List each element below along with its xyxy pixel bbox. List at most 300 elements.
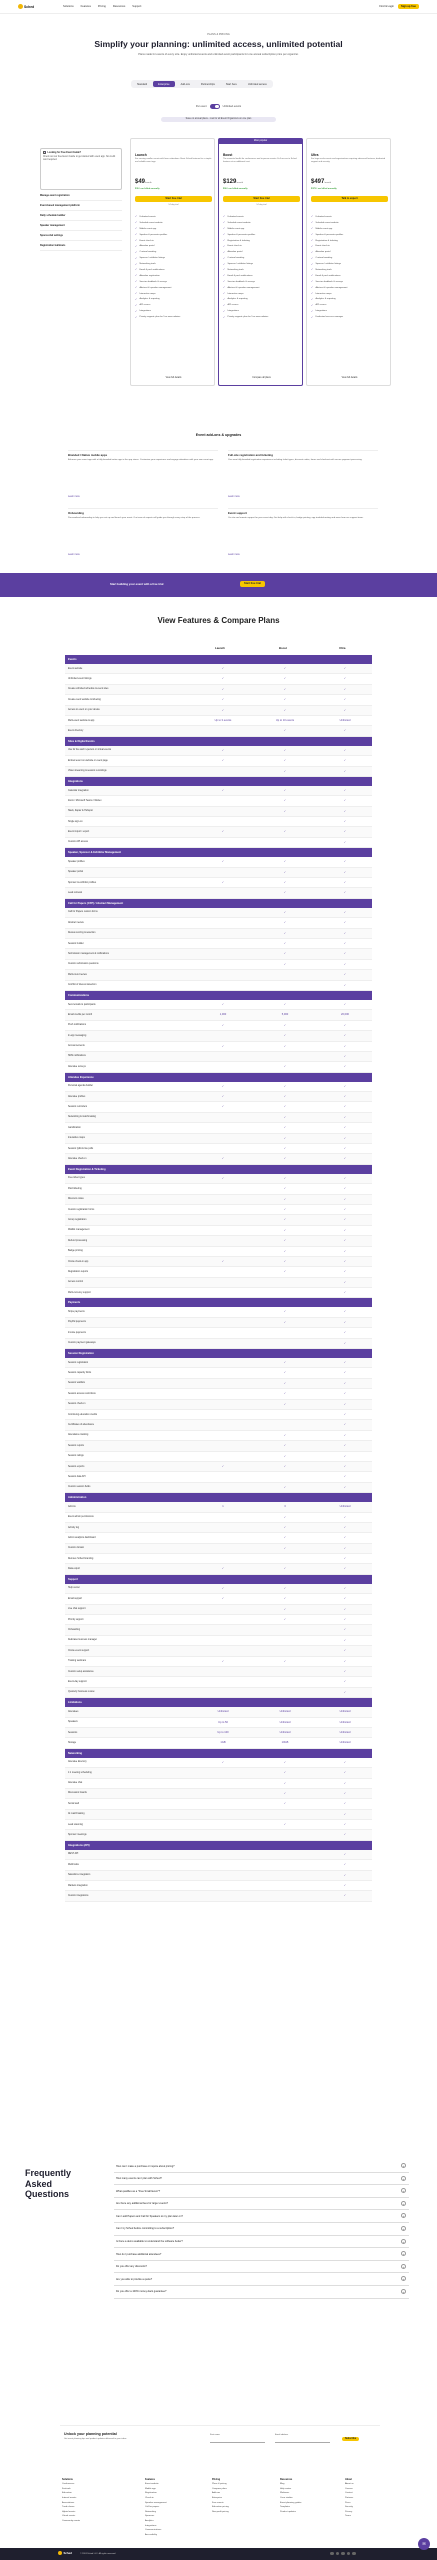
price-period: /month <box>145 182 152 184</box>
compare-cell: ✓ <box>283 1536 287 1540</box>
compare-row-label: Conflict of interest detection <box>68 984 97 987</box>
compare-row <box>65 1113 372 1123</box>
footer-link[interactable]: Internal events <box>62 2497 77 2500</box>
plus-icon[interactable]: + <box>402 2226 405 2231</box>
plan-detail-link[interactable]: Compare all plans <box>252 377 271 379</box>
compare-row <box>65 1513 372 1523</box>
faq-question: Can I try Sched before committing to a subscription? <box>116 2227 175 2231</box>
compare-row <box>65 1768 372 1778</box>
compare-cell: ✓ <box>343 708 347 712</box>
plus-icon[interactable]: + <box>402 2277 405 2282</box>
plan-desc: The essential toolkit for conferences and in-person events. Full access to Sched features at no additional cost. <box>223 158 297 163</box>
plus-icon[interactable]: + <box>402 2289 405 2294</box>
compare-cell: ✓ <box>283 1802 287 1806</box>
compare-cell: ✓ <box>283 891 287 895</box>
compare-cell: ✓ <box>221 1567 225 1571</box>
faq-item[interactable] <box>114 2248 409 2261</box>
compare-cell: Up to 10 events <box>275 718 295 722</box>
check-icon: ✓ <box>311 303 314 307</box>
compare-row <box>65 664 372 674</box>
faq-question: How can I make a purchase or inquire about pricing? <box>116 2164 175 2168</box>
compare-cell: ✓ <box>343 1176 347 1180</box>
footer-link[interactable]: Sponsors <box>145 2515 155 2518</box>
compare-cell: ✓ <box>221 1084 225 1088</box>
plan-desc: For large-scale events and organizations requiring advanced features, dedicated support and security. <box>311 158 386 163</box>
plus-icon[interactable]: + <box>402 2239 405 2244</box>
footer-link[interactable]: Education pricing <box>212 2506 229 2509</box>
left-feature-item[interactable]: Sponsor/ad settings <box>40 231 122 241</box>
compare-row <box>65 1174 372 1184</box>
plus-icon[interactable]: + <box>402 2176 405 2181</box>
compare-cell: ✓ <box>221 1597 225 1601</box>
compare-cell: ✓ <box>283 1259 287 1263</box>
footer-link[interactable]: Check-in <box>145 2497 154 2500</box>
tab-partnerships[interactable]: Partnerships <box>200 82 215 86</box>
plan-detail-link[interactable]: View full details <box>341 377 358 379</box>
plus-icon[interactable]: + <box>402 2264 405 2269</box>
nav-item-support[interactable]: Support <box>132 5 142 8</box>
plan-feature-label: Priority support: plan for 5 or more admins <box>227 316 269 319</box>
compare-cell: ✓ <box>343 667 347 670</box>
compare-row <box>65 1052 372 1062</box>
compare-row <box>65 1564 372 1574</box>
free-guide-header: Looking for Free Event Guide? <box>47 151 82 154</box>
compare-row-label: Sponsor & exhibitor profiles <box>68 881 97 884</box>
plus-icon[interactable]: + <box>402 2164 405 2168</box>
billing-toggle[interactable] <box>210 104 220 109</box>
compare-row <box>65 1328 372 1338</box>
compare-row-label: Custom registration forms <box>68 1208 95 1211</box>
footer-link[interactable]: Networking <box>145 2510 156 2513</box>
compare-section-header: Integrations (API) <box>65 1841 372 1850</box>
compare-cell: ✓ <box>283 1310 287 1314</box>
compare-section-header: Sites & Digital Events <box>65 737 372 746</box>
free-guide-desc: Check out our free Event Guide to get started with event app. No credit card required. <box>43 155 116 161</box>
compare-row-label: Access to event on your device <box>68 709 100 712</box>
footer-link[interactable]: Product updates <box>280 2510 296 2513</box>
signup-button[interactable]: Sign up free <box>398 4 419 9</box>
plan-feature-label: Sponsor / exhibitor listings <box>227 263 254 266</box>
newsletter-desc: Get event planning tips and product updates delivered to your inbox. <box>64 2438 127 2440</box>
footer-link[interactable]: Festivals <box>62 2487 71 2490</box>
compare-row <box>65 1226 372 1236</box>
compare-cell: ✓ <box>283 1034 287 1038</box>
plan-feature-label: Analytics & reporting <box>315 298 336 301</box>
compare-row <box>65 970 372 980</box>
youtube-icon[interactable] <box>352 2552 356 2556</box>
first-name-label: First name <box>210 2434 220 2436</box>
compare-title: View Features & Compare Plans <box>157 616 280 625</box>
footer-link[interactable]: Add-ons <box>212 2492 221 2495</box>
annual-price: $99 / mo billed annually <box>223 188 248 190</box>
compare-row <box>65 1123 372 1133</box>
plus-icon[interactable]: + <box>402 2201 405 2206</box>
plus-icon[interactable]: + <box>402 2214 405 2219</box>
compare-row <box>65 929 372 939</box>
tab-enterprise[interactable]: Enterprise <box>153 81 174 87</box>
compare-cell: ✓ <box>283 687 287 691</box>
compare-row-label: Registration reports <box>68 1270 89 1273</box>
compare-cell: ✓ <box>343 1207 347 1211</box>
compare-cell: ✓ <box>343 1802 347 1806</box>
compare-cell: ✓ <box>343 1525 347 1529</box>
plan-feature-label: Registration & ticketing <box>315 239 338 242</box>
compare-cell: ✓ <box>283 1485 287 1489</box>
plan-feature-label: Integrations <box>227 310 239 313</box>
plan-feature-list <box>311 214 388 320</box>
faq-item[interactable] <box>114 2173 409 2186</box>
check-icon: ✓ <box>311 233 314 237</box>
compare-row <box>65 1420 372 1430</box>
check-icon: ✓ <box>135 292 138 296</box>
footer-link[interactable]: Case studies <box>280 2497 293 2500</box>
compare-cell: ✓ <box>221 881 225 885</box>
footer-link[interactable]: Enterprise <box>212 2497 222 2500</box>
plan-cta-button[interactable]: Talk to expert <box>311 196 388 202</box>
compare-row <box>65 1830 372 1840</box>
check-icon: ✓ <box>135 250 138 254</box>
footer-link[interactable]: Plans & pricing <box>212 2483 227 2486</box>
compare-row-label: Submission management & notifications <box>68 952 109 955</box>
footer-link[interactable]: Communications <box>145 2529 162 2532</box>
compare-row <box>65 1533 372 1543</box>
compare-cell: ✓ <box>343 820 347 824</box>
compare-cell: ✓ <box>343 931 347 935</box>
footer-link[interactable]: Careers <box>345 2487 353 2490</box>
compare-row <box>65 1667 372 1677</box>
compare-row <box>65 1594 372 1604</box>
compare-row-label: Video streaming & session recordings <box>68 770 107 773</box>
footer-link[interactable]: Event website <box>145 2483 159 2486</box>
plan-feature-label: API access <box>139 304 151 307</box>
footer-link[interactable]: Security <box>345 2506 353 2509</box>
check-icon: ✓ <box>135 239 138 242</box>
plan-tabs <box>131 80 273 88</box>
compare-cell: ✓ <box>343 881 347 885</box>
footer-column <box>145 2478 200 2538</box>
addon-card <box>68 450 218 508</box>
compare-row-label: Create unlimited schedule & event sites <box>68 688 109 691</box>
compare-row-label: Attendees <box>68 1710 79 1713</box>
plus-icon[interactable]: + <box>402 2189 405 2194</box>
check-icon: ✓ <box>223 280 226 284</box>
toggle-left-label: Per event <box>195 105 207 108</box>
footer-link[interactable]: About us <box>345 2483 354 2486</box>
faq-item[interactable] <box>114 2236 409 2249</box>
compare-row-label: Speakers <box>68 1721 78 1724</box>
footer-link[interactable]: Contact <box>345 2492 353 2495</box>
compare-row-label: Sessions <box>68 1731 78 1734</box>
left-feature-item[interactable]: Manage event registration <box>40 191 122 201</box>
footer-heading: Solutions <box>62 2478 73 2481</box>
footer-link[interactable]: Event planning guides <box>280 2501 302 2504</box>
compare-cell: ✓ <box>343 1586 347 1590</box>
faq-item[interactable] <box>114 2261 409 2274</box>
footer-link[interactable]: Help center <box>280 2487 292 2490</box>
compare-row-label: Lead retrieval <box>68 892 82 895</box>
compare-row-label: Data export <box>68 1568 80 1571</box>
compare-cell: ✓ <box>283 1105 287 1109</box>
footer-link[interactable]: Templates <box>280 2506 290 2509</box>
email-field[interactable] <box>275 2438 330 2443</box>
compare-row-label: Discussion boards <box>68 1792 87 1795</box>
addon-link[interactable]: Learn more <box>68 554 80 556</box>
faq-item[interactable] <box>114 2185 409 2198</box>
hero-subtitle: Plans made for events of every size. Enjoy unlimited events and unlimited event participants for one annual subscription price per organizer. <box>138 53 299 56</box>
check-icon: ✓ <box>311 227 314 231</box>
tab-addons[interactable]: Add-ons <box>180 82 190 86</box>
addon-link[interactable]: Learn more <box>68 496 80 498</box>
footer-link[interactable]: Hybrid events <box>62 2510 76 2513</box>
footer-link[interactable]: Speaker management <box>145 2501 167 2504</box>
compare-cell: ✓ <box>283 1567 287 1571</box>
footer-column <box>280 2478 335 2515</box>
email-label: Email address <box>275 2434 289 2436</box>
compare-cell: ✓ <box>343 1444 347 1448</box>
compare-cell: ✓ <box>343 1402 347 1406</box>
compare-row <box>65 1247 372 1257</box>
copyright: © 2024 Sched LLC. All rights reserved. <box>80 2552 116 2555</box>
compare-row <box>65 1738 372 1748</box>
compare-cell: ✓ <box>343 1628 347 1632</box>
footer <box>0 2468 437 2548</box>
compare-row-label: SMS notifications <box>68 1055 86 1058</box>
plan-cta-button[interactable]: Start free trial <box>223 196 300 202</box>
compare-cell: ✓ <box>343 962 347 966</box>
price-amount: $497 <box>311 179 325 185</box>
plan-feature-label: Attendee portal <box>139 245 155 248</box>
nav-item-features[interactable]: Features <box>80 5 91 8</box>
footer-link[interactable]: Mobile app <box>145 2487 156 2490</box>
compare-cell: ✓ <box>221 748 225 752</box>
left-feature-item[interactable]: Registration buildouts <box>40 241 122 251</box>
compare-row <box>65 1082 372 1092</box>
plan-feature-label: Analytics & reporting <box>227 298 248 301</box>
compare-row <box>65 1288 372 1298</box>
plan-feature-label: Sponsor / exhibitor listings <box>139 257 166 260</box>
compare-cell: ✓ <box>221 698 225 702</box>
footer-link[interactable]: Call for papers <box>145 2506 160 2509</box>
plan-name: Ultra <box>311 153 319 157</box>
nav-item-resources[interactable]: Resources <box>112 5 126 8</box>
check-icon: ✓ <box>311 297 314 301</box>
nav-item-solutions[interactable]: Solutions <box>63 5 74 8</box>
compare-cell: ✓ <box>283 1228 287 1232</box>
plan-cta-button[interactable]: Start free trial <box>135 196 212 202</box>
footer-link[interactable]: Compare plans <box>212 2487 227 2490</box>
nav-item-pricing[interactable]: Pricing <box>97 5 106 8</box>
faq-title: Frequently Asked Questions <box>25 2168 72 2199</box>
plan-feature-label: Unlimited events <box>139 215 156 218</box>
compare-cell: ✓ <box>283 1157 287 1161</box>
compare-cell: ✓ <box>343 1852 347 1856</box>
compare-cell: 1GB <box>220 1741 226 1745</box>
check-icon: ✓ <box>223 297 226 301</box>
faq-question: Are there any additional fees for larger events? <box>116 2202 168 2206</box>
compare-row-label: Abstract review <box>68 921 84 924</box>
left-feature-item[interactable]: Daily schedule builder <box>40 211 122 221</box>
faq-question: Can I add Papers and Call for Speakers to my plan later on? <box>116 2214 183 2218</box>
footer-link[interactable]: Free events <box>212 2501 224 2504</box>
faq-item[interactable] <box>114 2223 409 2236</box>
compare-cell: ✓ <box>283 799 287 803</box>
plan-detail-link[interactable]: View full details <box>165 377 182 379</box>
tab-start-here[interactable]: Start here <box>225 82 237 86</box>
footer-link[interactable]: Terms <box>345 2515 351 2518</box>
plan-feature-label: Speaker & presenter profiles <box>315 233 344 236</box>
faq-item[interactable] <box>114 2273 409 2286</box>
plan-feature-label: Analytics & reporting <box>139 298 160 301</box>
tab-standard[interactable]: Standard <box>137 82 148 86</box>
plus-icon[interactable]: + <box>402 2252 405 2257</box>
faq-item[interactable] <box>114 2286 409 2299</box>
compare-row <box>65 685 372 695</box>
compare-cell: ✓ <box>283 1586 287 1590</box>
compare-cell: ✓ <box>221 788 225 792</box>
compare-cell: ✓ <box>221 1176 225 1180</box>
check-icon: ✓ <box>311 262 314 266</box>
plan-feature-label: Event check-in <box>315 245 330 248</box>
footer-link[interactable]: Integrations <box>145 2524 157 2527</box>
compare-cell: ✓ <box>283 1433 287 1437</box>
check-icon: ✓ <box>223 244 226 248</box>
footer-link[interactable]: Non-profit pricing <box>212 2510 229 2513</box>
compare-cell: ✓ <box>343 1187 347 1191</box>
compare-cell: ✓ <box>283 1136 287 1140</box>
compare-cell: Unlimited <box>279 1720 291 1724</box>
footer-link[interactable]: Blog <box>280 2483 285 2486</box>
footer-link[interactable]: Education <box>62 2492 72 2495</box>
compare-row <box>65 1636 372 1646</box>
compare-cell: ✓ <box>283 1618 287 1622</box>
tab-unlimited[interactable]: Unlimited access <box>247 82 267 86</box>
compare-row-label: Custom integrations <box>68 1895 89 1897</box>
banner-button[interactable]: Start free trial <box>240 581 265 588</box>
compare-row-label: PayPal payments <box>68 1321 86 1324</box>
compare-cell: ✓ <box>343 677 347 681</box>
check-icon: ✓ <box>135 215 138 219</box>
nav-menu <box>63 5 141 8</box>
compare-row <box>65 827 372 837</box>
compare-cell: 10GB <box>281 1741 289 1745</box>
compare-cell: ✓ <box>343 1381 347 1385</box>
compare-cell: ✓ <box>343 1597 347 1601</box>
chat-icon[interactable]: ✉ <box>418 2538 430 2550</box>
faq-item[interactable] <box>114 2210 409 2223</box>
plan-feature-item <box>311 314 388 320</box>
subscribe-button[interactable]: Subscribe <box>342 2437 359 2441</box>
compare-cell: ✓ <box>343 1331 347 1335</box>
check-icon: ✓ <box>311 256 314 260</box>
compare-cell: ✓ <box>283 698 287 702</box>
addon-link[interactable]: Learn more <box>228 554 240 556</box>
compare-cell: ✓ <box>343 1863 347 1867</box>
compare-row <box>65 1779 372 1789</box>
faq-question: Is there a demo available to understand the software better? <box>116 2240 183 2244</box>
price-amount: $129 <box>223 179 237 185</box>
footer-logo[interactable] <box>58 2551 72 2555</box>
compare-row-label: Custom payment gateways <box>68 1342 96 1345</box>
compare-row-label: Remove Sched branding <box>68 1557 94 1560</box>
compare-row-label: Salesforce integration <box>68 1874 91 1877</box>
compare-row <box>65 1144 372 1154</box>
compare-row-label: Attendance tracking <box>68 1434 89 1437</box>
footer-link[interactable]: Webinars <box>280 2492 290 2495</box>
addon-link[interactable]: Learn more <box>228 496 240 498</box>
compare-section-header: Support <box>65 1575 372 1584</box>
footer-link[interactable]: Trade shows <box>62 2506 75 2509</box>
footer-link[interactable]: Partners <box>345 2497 354 2500</box>
first-name-field[interactable] <box>210 2438 265 2443</box>
twitter-icon[interactable] <box>336 2552 340 2556</box>
compare-cell: ✓ <box>343 983 347 987</box>
plan-feature-label: Event check-in <box>139 239 154 242</box>
compare-cell: ✓ <box>343 1034 347 1038</box>
footer-link[interactable]: Community events <box>62 2520 81 2523</box>
footer-link[interactable]: Associations <box>62 2501 75 2504</box>
compare-row-label: 1:1 meeting scheduling <box>68 1771 92 1774</box>
facebook-icon[interactable] <box>330 2552 334 2556</box>
faq-question: Are you able to provide a quote? <box>116 2277 153 2281</box>
compare-cell: ✓ <box>283 1044 287 1048</box>
footer-link[interactable]: Accessibility <box>145 2533 157 2536</box>
compare-row <box>65 786 372 796</box>
faq-question: How do I purchase additional attendees? <box>116 2252 162 2256</box>
compare-cell: ✓ <box>283 830 287 834</box>
faq-item[interactable] <box>114 2198 409 2211</box>
compare-section-header: Administration <box>65 1493 372 1502</box>
checkbox-icon[interactable] <box>43 151 46 154</box>
compare-row <box>65 716 372 726</box>
plan-feature-label: Abstract & speaker management <box>139 286 172 289</box>
compare-row <box>65 1584 372 1594</box>
compare-cell: ✓ <box>283 1239 287 1243</box>
footer-link[interactable]: Conferences <box>62 2483 75 2486</box>
compare-section-header: Communications <box>65 991 372 1000</box>
check-icon: ✓ <box>223 286 226 290</box>
compare-cell: ✓ <box>283 1065 287 1069</box>
left-feature-list <box>40 191 122 251</box>
left-feature-item[interactable]: Event-based management platform <box>40 201 122 211</box>
compare-row <box>65 1000 372 1010</box>
plan-feature-label: Speaker & presenter profiles <box>227 233 256 236</box>
footer-link[interactable]: Analytics <box>145 2520 154 2523</box>
compare-cell: ✓ <box>221 1760 225 1764</box>
compare-cell: ✓ <box>343 1791 347 1795</box>
compare-row-label: Storage <box>68 1741 77 1744</box>
footer-link[interactable]: Registration <box>145 2492 157 2495</box>
footer-link[interactable]: Privacy <box>345 2510 353 2513</box>
trial-note: 14 day trial <box>168 204 179 206</box>
footer-link[interactable]: Press <box>345 2501 351 2504</box>
compare-cell: ✓ <box>343 952 347 956</box>
instagram-icon[interactable] <box>347 2552 351 2556</box>
faq-list <box>114 2160 409 2299</box>
faq-item[interactable] <box>114 2160 409 2173</box>
nav-actions <box>379 4 419 9</box>
compare-cell: ✓ <box>343 1433 347 1437</box>
compare-cell: ✓ <box>343 1361 347 1365</box>
linkedin-icon[interactable] <box>341 2552 345 2556</box>
logo[interactable] <box>18 3 35 11</box>
compare-cell: ✓ <box>283 1023 287 1027</box>
compare-row <box>65 1257 372 1267</box>
compare-cell: ✓ <box>343 1454 347 1458</box>
compare-row <box>65 1267 372 1277</box>
left-feature-item[interactable]: Speaker management <box>40 221 122 231</box>
login-link[interactable]: Find & Login <box>379 5 394 9</box>
footer-link[interactable]: Virtual events <box>62 2515 76 2518</box>
